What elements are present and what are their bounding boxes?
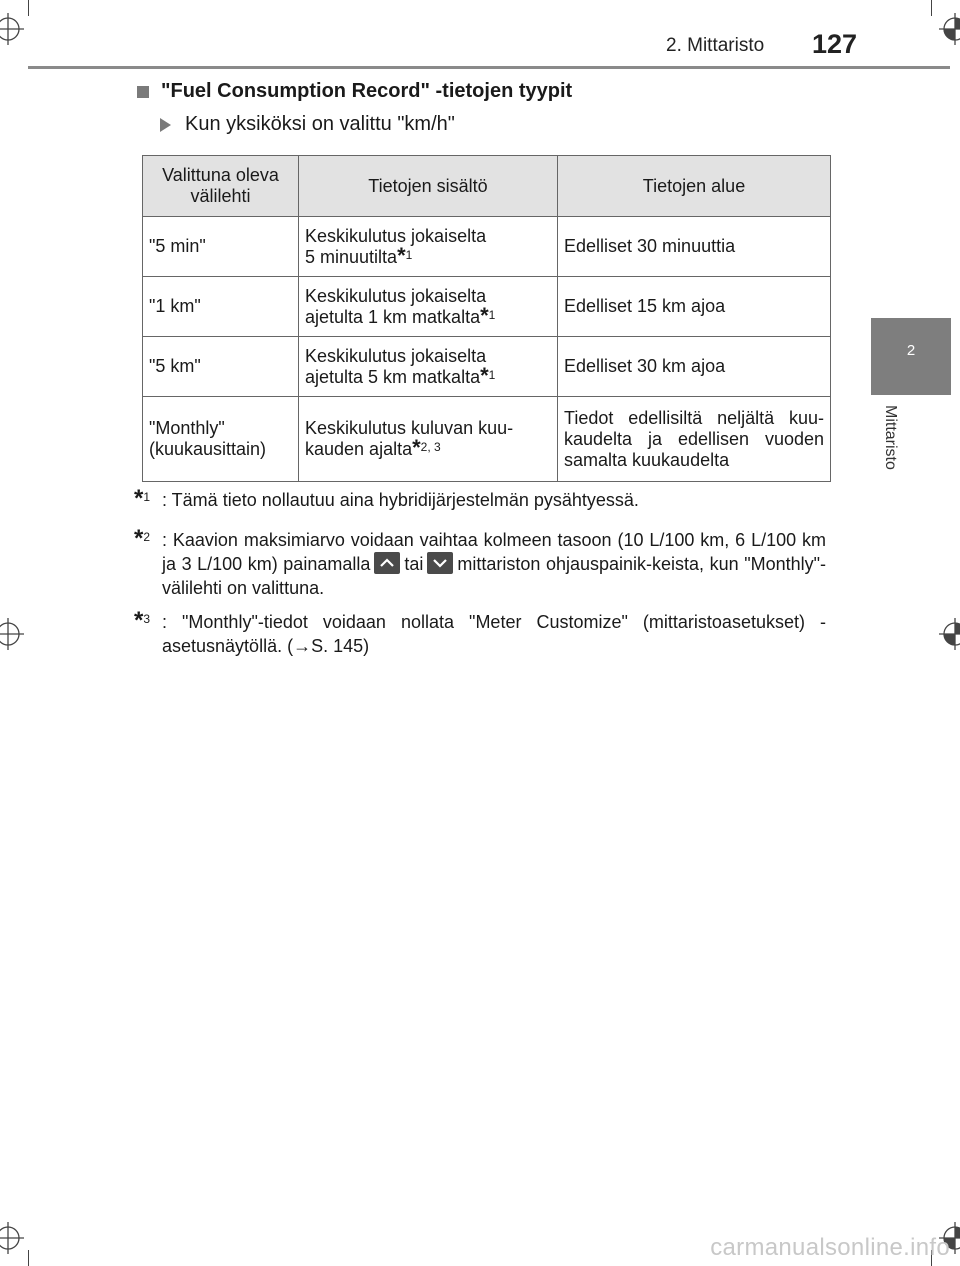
header-divider: [28, 66, 950, 69]
page-number: 127: [812, 29, 858, 59]
cell-content-line2: ajetulta 5 km matkalta: [305, 366, 481, 387]
crop-mark: [28, 0, 29, 16]
watermark: carmanualsonline.info: [710, 1234, 950, 1261]
footnote-text: [162, 528, 826, 600]
chapter-number: 2: [906, 342, 916, 359]
asterisk-icon: *: [480, 302, 489, 328]
footnote-ref: 1: [488, 367, 496, 382]
crop-mark: [28, 1250, 29, 1266]
chapter-label-text: Mittaristo: [882, 405, 899, 470]
chapter-label: [881, 405, 903, 485]
footnote-marker: [134, 485, 151, 512]
section-heading-text: "Fuel Consumption Record" -tietojen tyypit: [161, 80, 573, 102]
registration-mark-bottom-left: [0, 1222, 24, 1254]
footnote-text: : "Monthly"-tiedot voidaan nollata "Meter Customize" (mittaristoasetukset) -asetusnäytöllä. (→S. 145): [162, 612, 826, 656]
footnote-text-after: mittariston ohjauspainik-keista, kun "Monthly"-välilehti on valittuna.: [162, 554, 826, 599]
crop-mark: [931, 0, 932, 16]
footnote-3: [134, 607, 826, 658]
cell-tab: "1 km": [143, 277, 299, 337]
footnote-marker: [134, 525, 151, 552]
table-row: [143, 277, 831, 337]
footnote-text-before: : Kaavion maksimiarvo voidaan vaihtaa kolmeen tasoon (10 L/100 km, 6 L/100 km ja 3 L/100 km) painamalla: [162, 530, 826, 574]
asterisk-icon: *: [134, 525, 144, 552]
asterisk-icon: *: [134, 607, 144, 634]
chevron-up-icon: [374, 552, 400, 574]
square-bullet-icon: [137, 86, 149, 98]
footnote-ref: 1: [405, 247, 413, 262]
cell-tab: [143, 397, 299, 482]
cell-content-line1: Keskikulutus jokaiselta: [305, 285, 487, 306]
cell-content-line2: kauden ajalta: [305, 439, 413, 459]
cell-content-line2: 5 minuutilta: [305, 246, 398, 267]
footnote-number: 2: [143, 530, 151, 544]
footnote-1: [134, 485, 826, 512]
chevron-down-icon: [427, 552, 453, 574]
asterisk-icon: *: [412, 435, 421, 460]
registration-mark-top-left: [0, 13, 24, 45]
triangle-bullet-icon: [160, 118, 171, 132]
footnote-ref: 2, 3: [420, 440, 441, 454]
cell-content-line2: ajetulta 1 km matkalta: [305, 306, 481, 327]
cell-content: [299, 337, 558, 397]
column-header-range: Tietojen alue: [558, 156, 831, 217]
cell-content: [299, 397, 558, 482]
table-header-row: [143, 156, 831, 217]
asterisk-icon: *: [397, 242, 406, 268]
chapter-tab: [871, 318, 951, 395]
table-row: [143, 337, 831, 397]
column-header-content: Tietojen sisältö: [299, 156, 558, 217]
footnote-number: 3: [143, 612, 151, 626]
table-row: [143, 397, 831, 482]
cell-tab: "5 min": [143, 217, 299, 277]
fuel-record-table: [142, 155, 831, 482]
registration-mark-mid-right: [939, 618, 960, 650]
registration-mark-top-right: [939, 13, 960, 45]
footnote-text-middle: tai: [404, 554, 424, 574]
cell-tab-line1: "Monthly": [149, 418, 225, 438]
subsection-heading: [160, 113, 455, 136]
subsection-heading-text: Kun yksiköksi on valittu "km/h": [185, 113, 455, 135]
section-heading: [137, 80, 572, 103]
cell-range: Edelliset 15 km ajoa: [558, 277, 831, 337]
registration-mark-mid-left: [0, 618, 24, 650]
footnote-2: [134, 525, 826, 600]
footnote-marker: [134, 607, 151, 634]
header-section-title: 2. Mittaristo: [666, 35, 765, 56]
cell-content-line1: Keskikulutus jokaiselta: [305, 345, 487, 366]
footnote-number: 1: [143, 490, 151, 504]
cell-tab-line2: (kuukausittain): [149, 439, 267, 459]
column-header-tab: Valittuna oleva välilehti: [143, 156, 299, 217]
cell-content-line1: Keskikulutus jokaiselta: [305, 225, 487, 246]
asterisk-icon: *: [480, 362, 489, 388]
cell-content-line1: Keskikulutus kuluvan kuu-: [305, 418, 514, 438]
cell-content: [299, 277, 558, 337]
cell-range: Edelliset 30 km ajoa: [558, 337, 831, 397]
cell-range: Tiedot edellisiltä neljältä kuu-kaudelta ja edellisen vuoden samalta kuukaudelta: [558, 397, 831, 482]
footnote-ref: 1: [488, 307, 496, 322]
cell-tab: "5 km": [143, 337, 299, 397]
cell-range: Edelliset 30 minuuttia: [558, 217, 831, 277]
footnote-text: : Tämä tieto nollautuu aina hybridijärjestelmän pysähtyessä.: [162, 490, 639, 510]
cell-content: [299, 217, 558, 277]
asterisk-icon: *: [134, 485, 144, 512]
table-row: [143, 217, 831, 277]
